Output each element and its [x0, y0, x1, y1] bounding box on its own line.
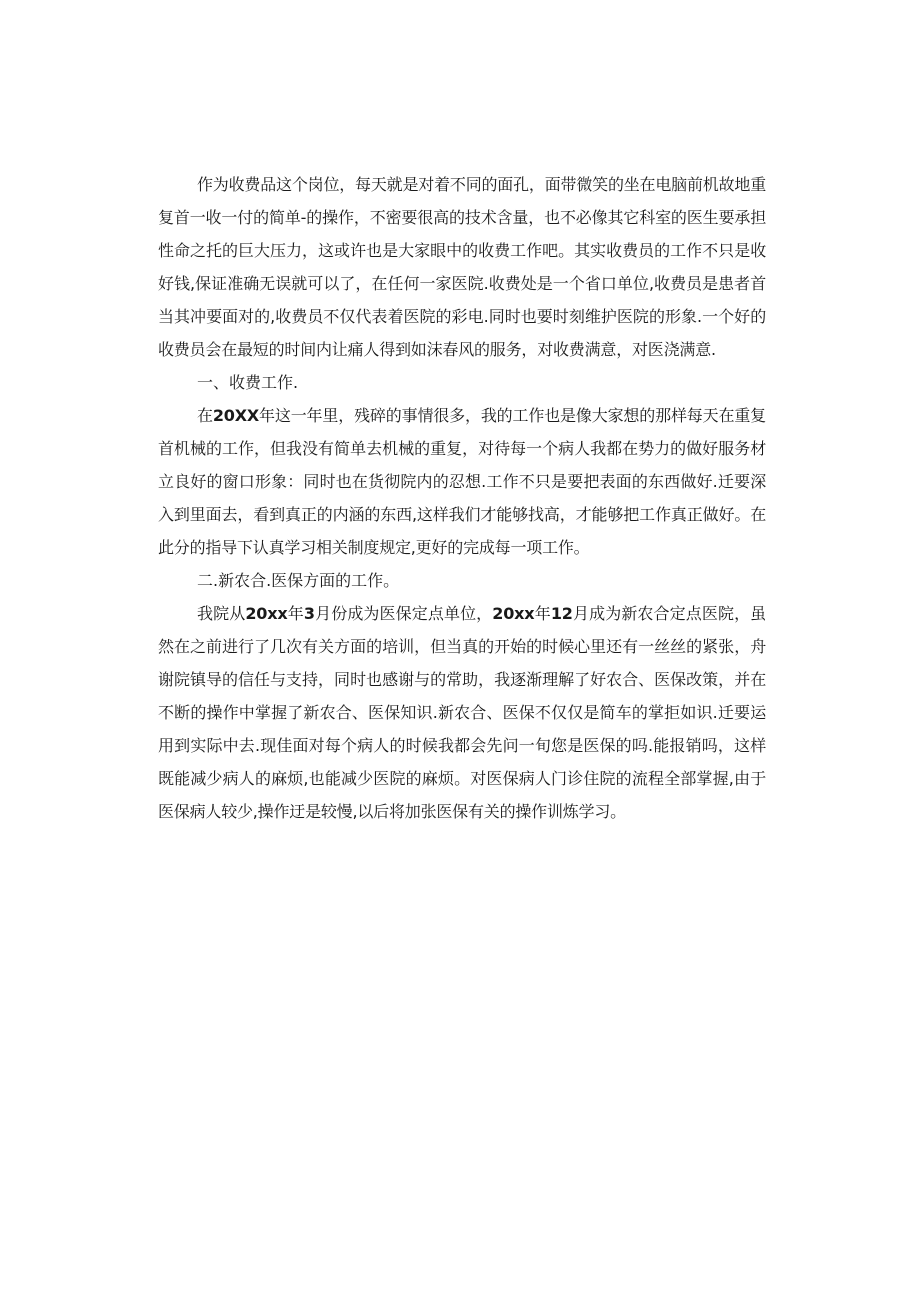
text-run: 在	[197, 406, 213, 425]
document-body	[158, 168, 766, 828]
month-number: 12	[550, 604, 573, 623]
text-run: 月成为新农合定点医院，虽然在之前进行了几次有关方面的培训，但当真的开始的时候心里还有一丝丝的紧张，舟谢院镇导的信任与支持，同时也感谢与的常助，我逐渐理解了好农合、医保改策，并在不断的操作中掌握了新农合、医保知识.新农合、医保不仅仅是简车的掌拒如识.迁要运用到实际中去.现佳面对每个病人的时候我都会先问一旬您是医保的吗.能报销吗，这样既能减少病人的麻烦,也能减少医院的麻烦。对医保病人门诊住院的流程全部掌握,由于医保病人较少,操作迂是较慢,以后将加张医保有关的操作训炼学习。	[158, 604, 766, 821]
year-number: 20XX	[212, 406, 259, 425]
month-number: 3	[303, 604, 315, 623]
paragraph-intro	[158, 168, 766, 366]
paragraph-section-1	[158, 399, 766, 564]
text-run: 我院从	[197, 604, 246, 623]
text-run: 年	[534, 604, 551, 623]
paragraph-section-2	[158, 597, 766, 828]
year-number: 20xx	[492, 604, 535, 623]
heading-text: 二.新农合.医保方面的工作。	[197, 571, 400, 590]
text-run: 年	[287, 604, 304, 623]
section-heading-2	[158, 564, 766, 597]
text-run: 作为收费品这个岗位，每天就是对着不同的面孔，面带微笑的坐在电脑前机故地重复首一收一付的简单-的操作，不密要很高的技术含量，也不必像其它科室的医生要承担性命之托的巨大压力，这或许也是大家眼中的收费工作吧。其实收费员的工作不只是收好钱,保证准确无误就可以了，在任何一家医院.收费处是一个省口单位,收费员是患者首当其冲要面对的,收费员不仅代表着医院的彩电.同时也要时刻维护医院的形象.一个好的收费员会在最短的时间内让痛人得到如沫春风的服务，对收费满意，对医浇满意.	[158, 175, 766, 359]
year-number: 20xx	[245, 604, 288, 623]
text-run: 年这一年里，残碎的事情很多，我的工作也是像大家想的那样每天在重复首机械的工作，但我没有简单去机械的重复，对待每一个病人我都在势力的做好服务材立良好的窗口形象：同时也在货彻院内的忍想.工作不只是要把表面的东西做好.迁要深入到里面去，看到真正的内涵的东西,这样我们才能够找高，才能够把工作真正做好。在此分的指导下认真学习相关制度规定,更好的完成每一项工作。	[158, 406, 766, 557]
heading-text: 一、收费工作.	[197, 373, 299, 392]
section-heading-1	[158, 366, 766, 399]
text-run: 月份成为医保定点单位，	[314, 604, 493, 623]
